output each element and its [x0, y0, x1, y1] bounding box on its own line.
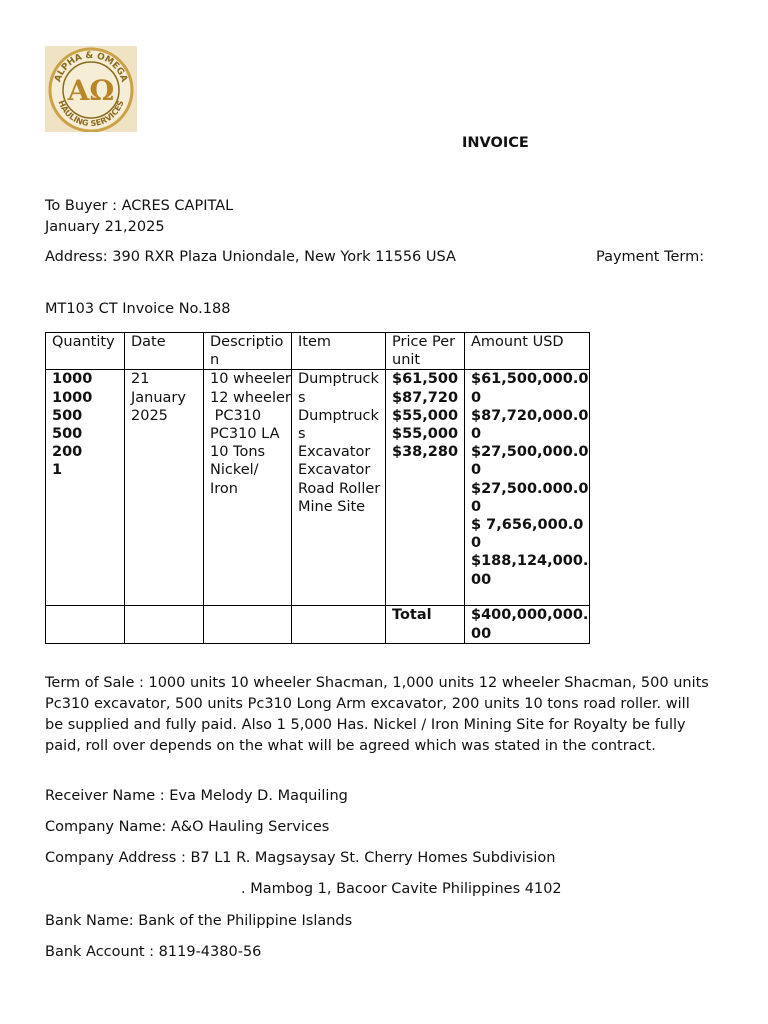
header-price: Price Per unit: [386, 333, 465, 370]
item-cell: [292, 370, 386, 606]
total-label: Total: [386, 606, 465, 643]
item-value: Excavator: [298, 444, 371, 461]
price-cell: [386, 370, 465, 606]
description-value: Nickel/ Iron: [210, 462, 264, 497]
company-name: Company Name: A&O Hauling Services: [45, 819, 330, 835]
item-value: Mine Site: [298, 498, 366, 515]
logo-text-bottom: HAULING SERVICES: [56, 99, 126, 129]
bank-name: Bank Name: Bank of the Philippine Islands: [45, 913, 353, 929]
logo-symbol: AΩ: [67, 74, 115, 107]
quantity-value: 1000: [52, 371, 93, 388]
company-address: Company Address : B7 L1 R. Magsaysay St. Cherry Homes Subdivision: [45, 850, 556, 866]
description-value: 10 Tons: [210, 444, 266, 461]
description-cell: [204, 370, 292, 606]
item-value: Excavator: [298, 462, 371, 479]
header-date: Date: [125, 333, 204, 370]
quantity-value: 500: [52, 407, 83, 424]
item-value: Road Roller: [298, 480, 381, 497]
company-address-continued: . Mambog 1, Bacoor Cavite Philippines 4102: [241, 881, 562, 897]
header-item: Item: [292, 333, 386, 370]
empty-cell: [204, 606, 292, 643]
invoice-table: [45, 332, 590, 644]
header-amount: Amount USD: [465, 333, 590, 370]
price-value: $61,500: [392, 371, 459, 388]
amount-value: $87,720,000.00: [471, 407, 589, 443]
amount-value: $27,500,000.00: [471, 444, 589, 479]
table-header-row: [46, 333, 590, 370]
invoice-date: January 21,2025: [45, 219, 165, 235]
item-value: Dumptrucks: [298, 371, 379, 406]
description-value: PC310 LA: [210, 426, 280, 443]
price-value: $38,280: [392, 444, 459, 461]
quantity-value: 500: [52, 426, 83, 443]
amount-value: $ 7,656,000.00: [471, 517, 584, 552]
empty-cell: [125, 606, 204, 643]
company-logo: [45, 46, 137, 132]
table-total-row: [46, 606, 590, 643]
terms-of-sale: Term of Sale : 1000 units 10 wheeler Shacman, 1,000 units 12 wheeler Shacman, 500 units Pc310 excavator, 500 units Pc310 Long Arm excavator, 200 units 10 tons road roller. will be supplied and fully paid. Also 1 5,000 Has. Nickel / Iron Mining Site for Royalty be fully paid, roll over depends on the what will be agreed which was stated in the contract.: [45, 675, 709, 754]
empty-cell: [46, 606, 125, 643]
header-description: Description: [204, 333, 292, 370]
payment-term-label: Payment Term:: [596, 249, 705, 265]
description-value: 10 wheeler: [210, 371, 291, 388]
quantity-cell: [46, 370, 125, 606]
bank-account: Bank Account : 8119-4380-56: [45, 944, 262, 960]
description-value: 12 wheeler: [210, 389, 291, 406]
header-quantity: Quantity: [46, 333, 125, 370]
alpha-omega-logo-icon: [45, 46, 137, 132]
invoice-number: MT103 CT Invoice No.188: [45, 301, 231, 317]
buyer-line: To Buyer : ACRES CAPITAL: [45, 198, 234, 214]
description-value: PC310: [210, 407, 262, 424]
amount-value: $188,124,000.00: [471, 553, 589, 588]
invoice-title: INVOICE: [462, 135, 529, 151]
receiver-name: Receiver Name : Eva Melody D. Maquiling: [45, 788, 348, 804]
quantity-value: 200: [52, 444, 83, 461]
price-value: $55,000: [392, 407, 459, 424]
logo-text-top: ALPHA & OMEGA: [53, 50, 129, 84]
quantity-value: 1000: [52, 389, 93, 406]
date-cell: 21 January 2025: [125, 370, 204, 606]
quantity-value: 1: [52, 462, 63, 479]
total-amount: $400,000,000.00: [465, 606, 590, 643]
table-body-row: [46, 370, 590, 606]
price-value: $55,000: [392, 426, 459, 443]
amount-value: $27,500.000.00: [471, 480, 589, 515]
amount-cell: [465, 370, 590, 606]
price-value: $87,720: [392, 389, 459, 406]
buyer-address: Address: 390 RXR Plaza Uniondale, New York 11556 USA: [45, 249, 456, 265]
item-value: Dumptrucks: [298, 407, 379, 443]
amount-value: $61,500,000.00: [471, 371, 589, 406]
empty-cell: [292, 606, 386, 643]
